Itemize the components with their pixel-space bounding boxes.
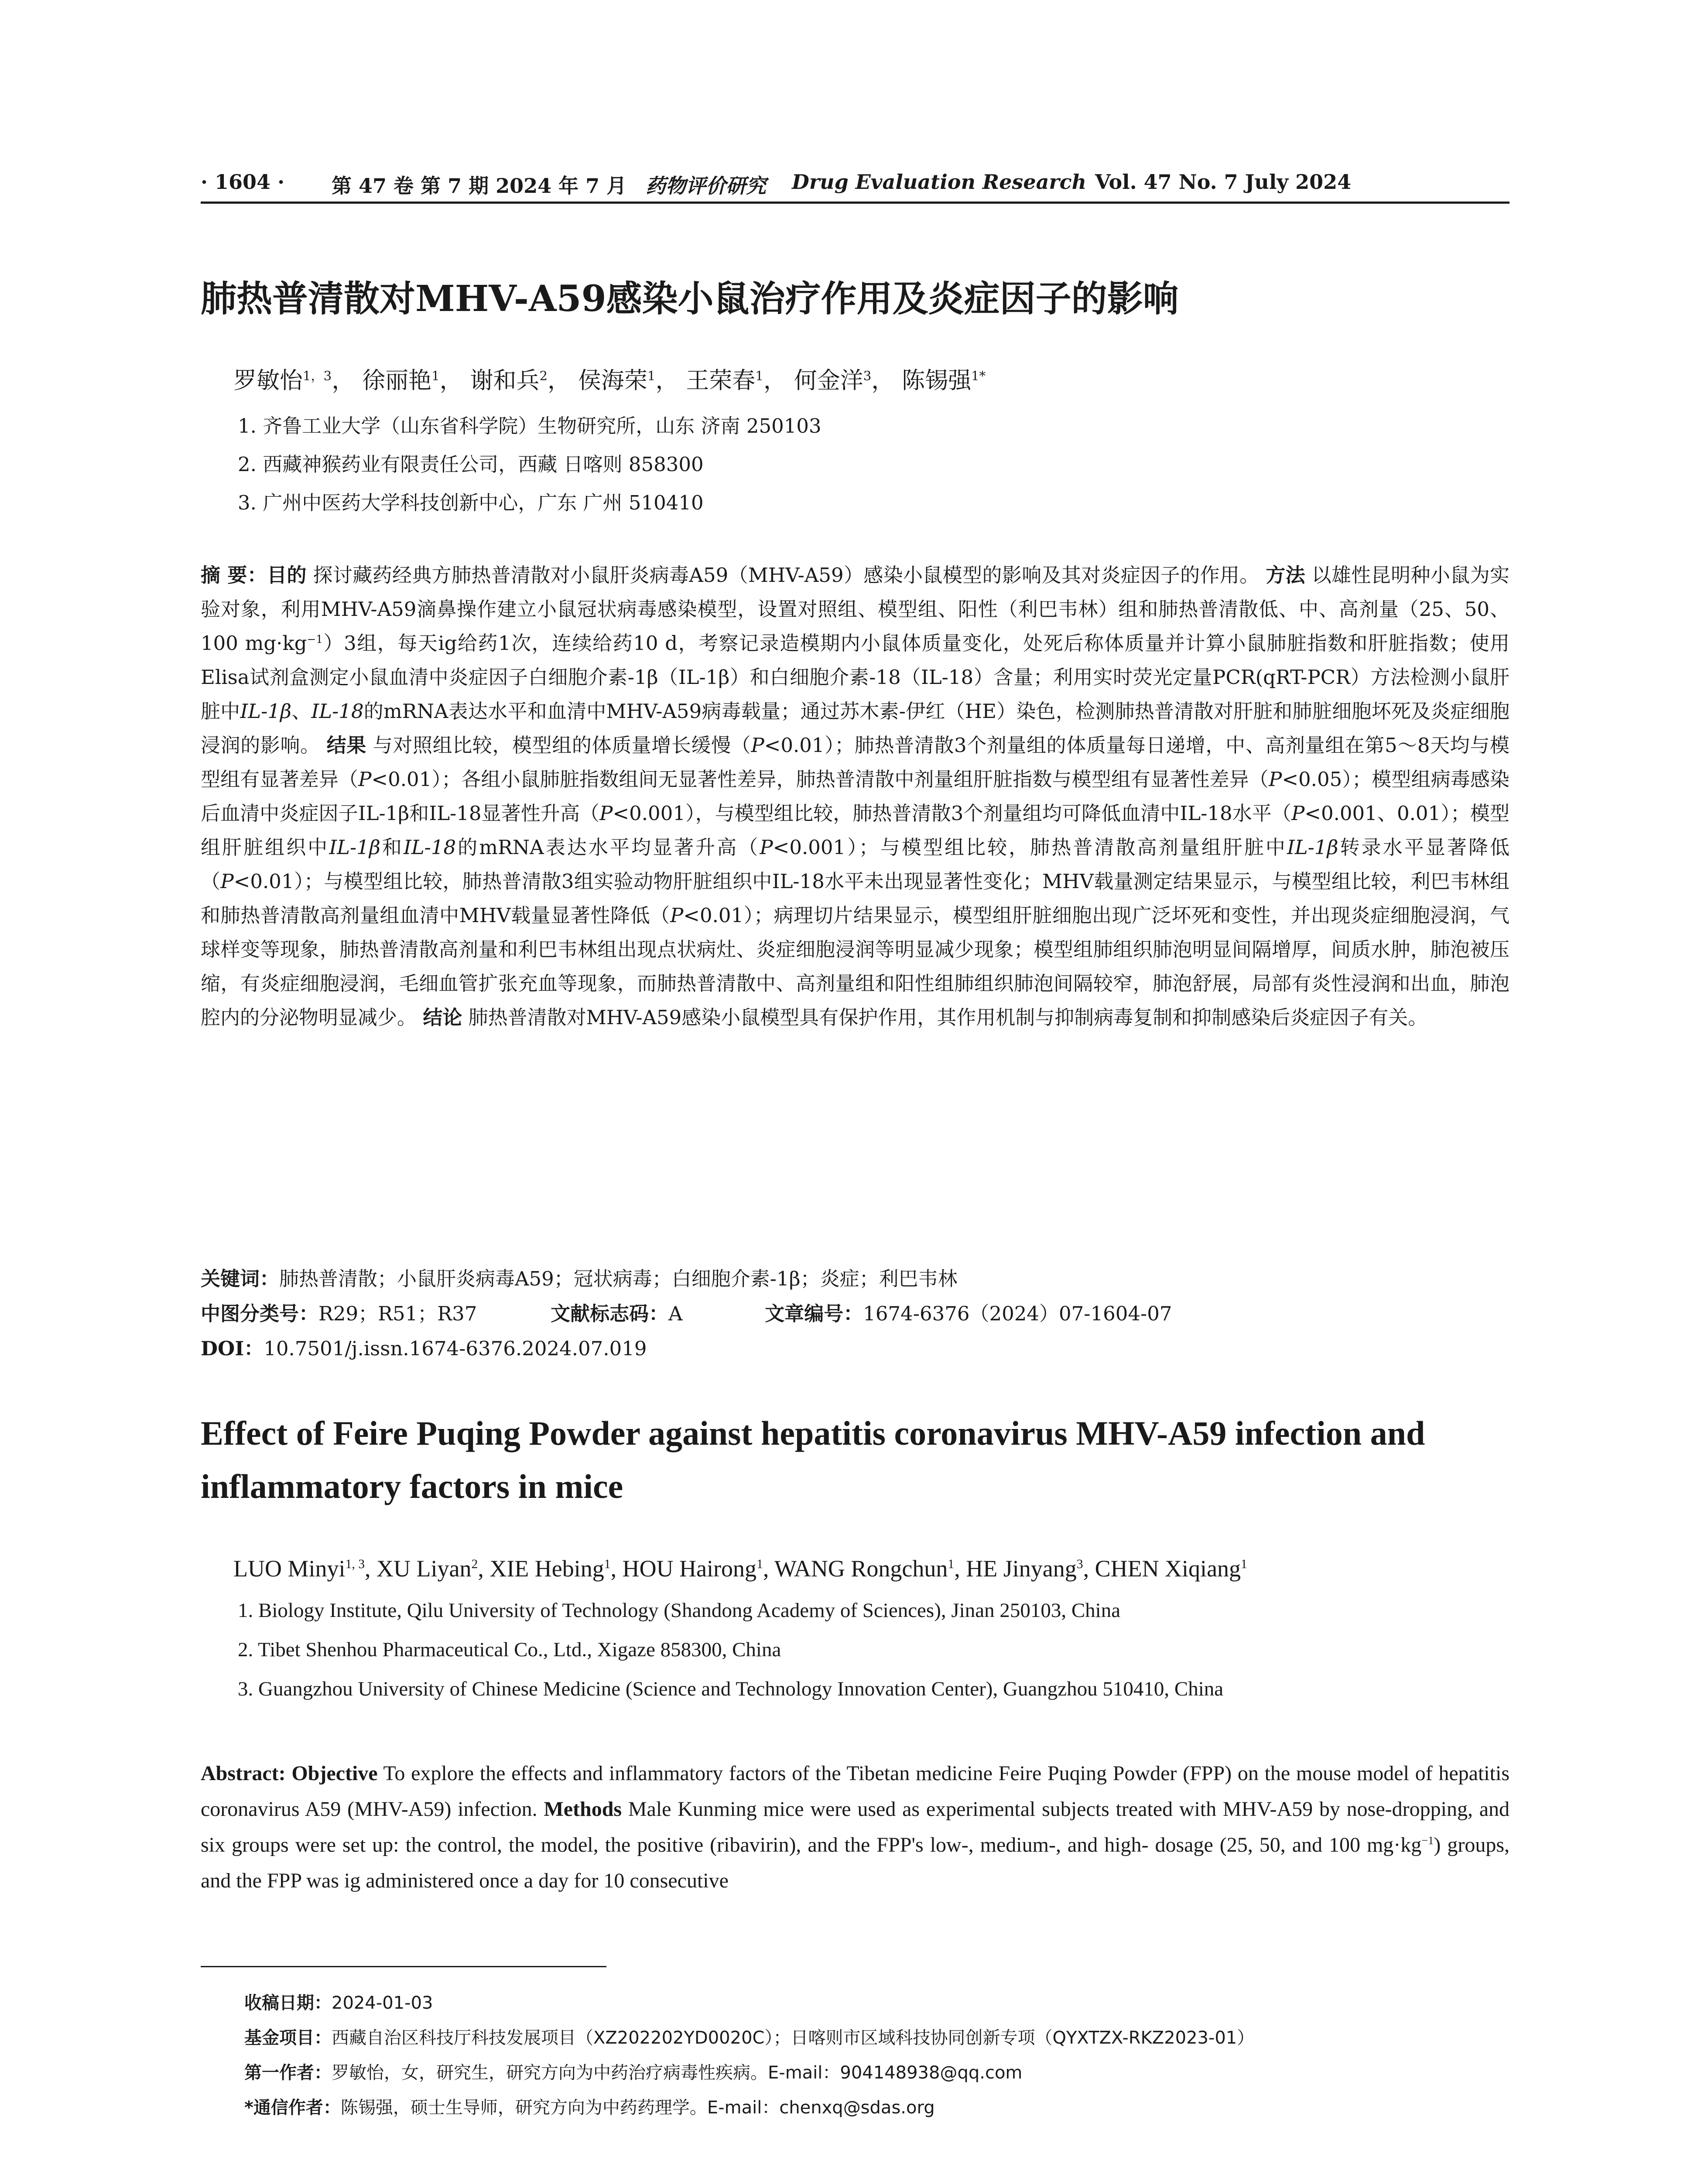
footnote-received: [244, 1989, 433, 2014]
journal-name-en: Drug Evaluation Research: [792, 170, 1087, 194]
p-value: P: [1291, 802, 1305, 825]
running-header: [201, 170, 1507, 201]
author-name: 何金洋: [794, 367, 863, 394]
p-value: P: [751, 734, 764, 757]
results-text: 和: [380, 836, 404, 859]
author-name: 罗敏怡: [233, 367, 303, 394]
affiliation-en-1: 1. Biology Institute, Qilu University of Technology (Shandong Academy of Sciences), Jinan 250103, China: [238, 1599, 1121, 1622]
author-affil-sup: 2: [471, 1557, 478, 1571]
objective-label: 目的: [267, 564, 307, 587]
abstract-en-label: Abstract:: [201, 1762, 286, 1785]
footnote-first-author: [244, 2059, 1022, 2084]
author-affil-sup: 3: [1076, 1557, 1083, 1571]
author-name: HE Jinyang: [966, 1555, 1077, 1582]
gene-name: IL-1β: [329, 836, 380, 859]
affiliation-en-2: 2. Tibet Shenhou Pharmaceutical Co., Ltd., Xigaze 858300, China: [238, 1638, 781, 1661]
keywords-text: 肺热普清散；小鼠肝炎病毒A59；冠状病毒；白细胞介素-1β；炎症；利巴韦林: [279, 1267, 958, 1290]
objective-text-en: To explore the effects and inflammatory factors of the Tibetan medicine Feire Puqing Powder (FPP) on the mouse model of hepatitis coronavirus A59 (MHV-A59) infection.: [201, 1762, 1509, 1821]
objective-text: 探讨藏药经典方肺热普清散对小鼠肝炎病毒A59（MHV-A59）感染小鼠模型的影响及其对炎症因子的作用。: [313, 564, 1260, 587]
abstract-cn: [201, 558, 1509, 1035]
article-no-label: 文章编号：: [765, 1302, 863, 1325]
volume-en: Vol. 47 No. 7 July 2024: [1095, 170, 1352, 194]
results-text: <0.001、0.01）；模型组肝脏组织中: [201, 802, 1509, 859]
author-name: LUO Minyi: [233, 1555, 346, 1582]
results-text: <0.01）；各组小鼠肺脏指数组间无显著性差异，肺热普清散中剂量组肝脏指数与模型组有显著性差异（: [371, 768, 1269, 791]
author-affil-sup: 1*: [971, 368, 986, 383]
separator: 、: [291, 700, 311, 723]
results-text: <0.01）；病理切片结果显示，模型组肝脏细胞出现广泛坏死和变性，并出现炎症细胞浸润，气球样变等现象，肺热普清散高剂量和利巴韦林组出现点状病灶、炎症细胞浸润等明显减少现象；模型组肺组织肺泡明显间隔增厚，间质水肿，肺泡被压缩，有炎症细胞浸润，毛细血管扩张充血等现象，而肺热普清散中、高剂量组和阳性组肺组织肺泡间隔较窄，肺泡舒展，局部有炎性浸润和出血，肺泡腔内的分泌物明显减少。: [201, 904, 1509, 1029]
author-affil-sup: 2: [539, 368, 548, 383]
results-text: <0.001）；与模型组比较，肺热普清散高剂量组肝脏中: [773, 836, 1287, 859]
author-name: XIE Hebing: [489, 1555, 604, 1582]
article-no-value: 1674-6376（2024）07-1604-07: [863, 1302, 1172, 1325]
author-affil-sup: 1: [431, 368, 440, 383]
author-affil-sup: 1: [755, 368, 763, 383]
gene-name: IL-18: [311, 700, 364, 723]
journal-logo: 药物评价研究: [646, 174, 766, 198]
p-value: P: [358, 768, 372, 791]
author-name: WANG Rongchun: [774, 1555, 948, 1582]
p-value: P: [1269, 768, 1282, 791]
author-affil-sup: 1, 3: [345, 1557, 365, 1571]
footnote-label: *通信作者：: [244, 2098, 341, 2118]
footnote-text: 罗敏怡，女，研究生，研究方向为中药治疗病毒性疾病。E-mail：904148938@qq.com: [332, 2063, 1023, 2083]
clc-label: 中图分类号：: [201, 1302, 319, 1325]
methods-unit-sup: −1: [307, 633, 323, 646]
title-cn: 肺热普清散对MHV-A59感染小鼠治疗作用及炎症因子的影响: [201, 278, 1179, 320]
authors-en: LUO Minyi$^{1, 3}$, XU Liyan$^2$, XIE Hebing$^1$, HOU Hairong$^1$, WANG Rongchun$^1$, HE Jinyang$^3$, CHEN Xiqiang$^1$: [233, 1555, 1247, 1582]
page-number: · 1604 ·: [201, 170, 285, 194]
footnote-corresponding: [244, 2094, 935, 2119]
methods-text: 的mRNA表达水平和血清中MHV-A59病毒载量；通过苏木素-伊红（HE）染色，检测肺热普清散对肝脏和肺脏细胞坏死及炎症细胞浸润的影响。: [201, 700, 1509, 757]
author-affil-sup: 1: [647, 368, 656, 383]
authors-cn: 罗敏怡$^{1,3}$， 徐丽艳$^1$， 谢和兵$^2$， 侯海荣$^1$， 王荣春$^1$， 何金洋$^3$， 陈锡强$^{1*}$: [233, 367, 986, 394]
results-text: 转录水平显著降低（: [201, 836, 1509, 893]
methods-label: 方法: [1266, 564, 1305, 587]
footnote-label: 第一作者：: [244, 2063, 332, 2083]
footnote-label: 收稿日期：: [244, 1993, 332, 2013]
author-name: 侯海荣: [578, 367, 647, 394]
affiliation-cn-2: 2. 西藏神猴药业有限责任公司，西藏 日喀则 858300: [238, 453, 704, 476]
gene-name: IL-1β: [1287, 836, 1338, 859]
results-text: 与对照组比较，模型组的体质量增长缓慢（: [373, 734, 751, 757]
doc-code-value: A: [668, 1302, 683, 1325]
author-name: 徐丽艳: [362, 367, 432, 394]
doc-code-label: 文献标志码：: [551, 1302, 669, 1325]
author-affil-sup: 1: [604, 1557, 611, 1571]
results-text: <0.01）；肺热普清散3个剂量组的体质量每日递增，中、高剂量组在第5～8天均与模型组有显著差异（: [201, 734, 1509, 791]
results-text: 的mRNA表达水平均显著升高（: [456, 836, 760, 859]
author-affil-sup: 1: [1241, 1557, 1247, 1571]
results-text: <0.05）；模型组病毒感染后血清中炎症因子IL-1β和IL-18显著性升高（: [201, 768, 1509, 825]
results-text: <0.01）；与模型组比较，肺热普清散3组实验动物肝脏组织中IL-18水平未出现显著性变化；MHV载量测定结果显示，与模型组比较，利巴韦林组和肺热普清散高剂量组血清中MHV载量显著性降低（: [201, 870, 1509, 927]
clc-value: R29；R51；R37: [318, 1302, 477, 1325]
footnote-rule: [201, 1966, 606, 1967]
author-name: 王荣春: [686, 367, 756, 394]
title-en: Effect of Feire Puqing Powder against hepatitis coronavirus MHV-A59 infection and inflammatory factors in mice: [201, 1414, 1425, 1505]
author-name: XU Liyan: [377, 1555, 472, 1582]
methods-text: 以雄性昆明种小鼠为实验对象，利用MHV-A59滴鼻操作建立小鼠冠状病毒感染模型，设置对照组、模型组、阳性（利巴韦林）组和肺热普清散低、中、高剂量（25、50、100 mg·kg: [201, 564, 1509, 655]
author-affil-sup: 1，3: [303, 368, 332, 383]
author-name: HOU Hairong: [622, 1555, 757, 1582]
conclusion-text: 肺热普清散对MHV-A59感染小鼠模型具有保护作用，其作用机制与抑制病毒复制和抑制感染后炎症因子有关。: [468, 1006, 1428, 1029]
affiliation-cn-3: 3. 广州中医药大学科技创新中心，广东 广州 510410: [238, 491, 704, 514]
volume-cn: 第 47 卷 第 7 期 2024 年 7 月: [332, 174, 627, 198]
gene-name: IL-1β: [240, 700, 291, 723]
author-name: CHEN Xiqiang: [1095, 1555, 1241, 1582]
abstract-cn-label: 摘 要：: [201, 564, 267, 587]
p-value: P: [599, 802, 613, 825]
footnote-text: 陈锡强，硕士生导师，研究方向为中药药理学。E-mail：chenxq@sdas.org: [340, 2098, 935, 2118]
doi-value: 10.7501/j.issn.1674-6376.2024.07.019: [264, 1337, 647, 1360]
header-rule: [201, 202, 1509, 204]
methods-text-en: ) groups, and the FPP was ig administered once a day for 10 consecutive: [201, 1833, 1509, 1892]
results-text: <0.001），与模型组比较，肺热普清散3个剂量组均可降低血清中IL-18水平（: [613, 802, 1291, 825]
classification-line: [201, 1298, 1172, 1326]
author-affil-sup: 1: [948, 1557, 955, 1571]
affiliation-cn-1: 1. 齐鲁工业大学（山东省科学院）生物研究所，山东 济南 250103: [238, 414, 821, 438]
p-value: P: [220, 870, 234, 893]
methods-unit-sup-en: −1: [1421, 1834, 1434, 1847]
author-affil-sup: 1: [756, 1557, 763, 1571]
footnote-text: 2024-01-03: [332, 1993, 433, 2013]
results-label: 结果: [326, 734, 366, 757]
footnote-text: 西藏自治区科技厅科技发展项目（XZ202202YD0020C）；日喀则市区域科技协同创新专项（QYXTZX-RKZ2023-01）: [332, 2028, 1255, 2048]
abstract-en: [201, 1756, 1509, 1899]
footnote-funding: [244, 2024, 1254, 2049]
doi-line: [201, 1333, 647, 1361]
keywords-cn: [201, 1263, 958, 1291]
affiliation-en-3: 3. Guangzhou University of Chinese Medicine (Science and Technology Innovation Center), Guangzhou 510410, China: [238, 1678, 1224, 1700]
conclusion-label: 结论: [423, 1006, 462, 1029]
keywords-label: 关键词：: [201, 1267, 280, 1290]
p-value: P: [670, 904, 684, 927]
doi-label: DOI：: [201, 1337, 264, 1360]
author-name: 陈锡强: [902, 367, 972, 394]
author-name: 谢和兵: [470, 367, 540, 394]
footnote-label: 基金项目：: [244, 2028, 332, 2048]
p-value: P: [760, 836, 773, 859]
author-affil-sup: 3: [863, 368, 872, 383]
objective-label-en: Objective: [291, 1762, 378, 1785]
gene-name: IL-18: [404, 836, 456, 859]
methods-text: ）3组，每天ig给药1次，连续给药10 d，考察记录造模期内小鼠体质量变化，处死后称体质量并计算小鼠肺脏指数和肝脏指数；使用Elisa试剂盒测定小鼠血清中炎症因子白细胞介素-1β（IL-1β）和白细胞介素-18（IL-18）含量；利用实时荧光定量PCR(qRT-PCR）方法检测小鼠肝脏中: [201, 632, 1509, 723]
methods-label-en: Methods: [544, 1798, 622, 1821]
methods-text-en: Male Kunming mice were used as experimental subjects treated with MHV-A59 by nose-dropping, and six groups were set up: the control, the model, the positive (ribavirin), and the FPP's low-, medium-, and high- dosage (25, 50, and 100 mg·kg: [201, 1798, 1510, 1856]
